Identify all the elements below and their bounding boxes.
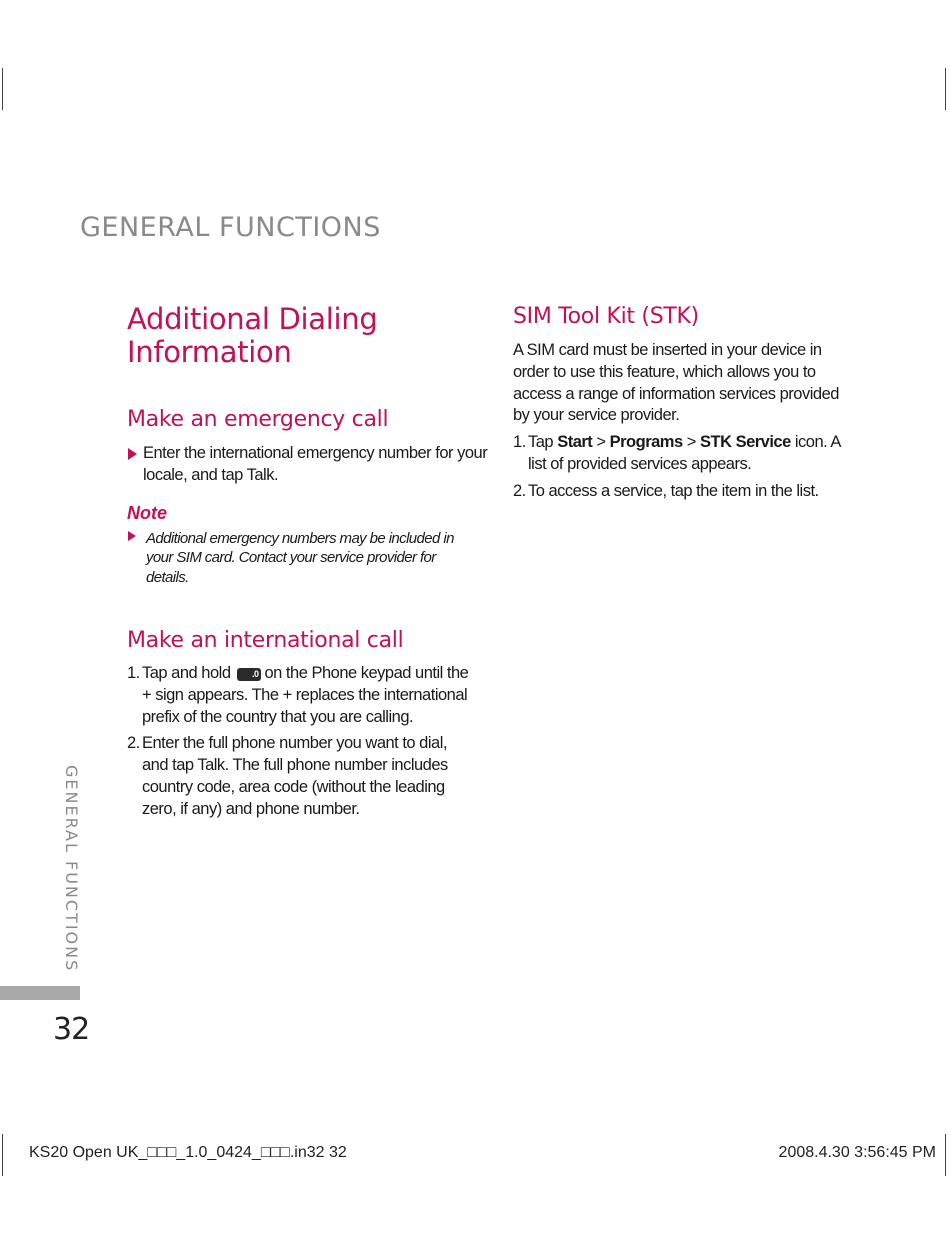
step2-text: To access a service, tap the item in the list. <box>528 481 819 500</box>
main-heading-line1: Additional Dialing <box>127 302 378 336</box>
note-bullet <box>127 529 456 588</box>
step-number: 1. <box>127 664 140 683</box>
step1-after-text: on the Phone keypad until the + sign appears. The + replaces the international prefix of the country that you are calling. <box>142 664 469 726</box>
stk-step-2 <box>513 481 858 503</box>
right-column <box>513 303 858 503</box>
stk-intro: A SIM card must be inserted in your device in order to use this feature, which allows you to access a range of information services provided by your service provider. <box>513 341 839 425</box>
emergency-bullet-text: Enter the international emergency number for your locale, and tap Talk. <box>143 444 488 484</box>
bullet-triangle-icon <box>128 531 136 541</box>
emergency-bullet <box>127 443 488 487</box>
left-column <box>127 302 488 821</box>
note-title: Note <box>127 502 167 523</box>
separator: > <box>596 433 606 452</box>
programs-label: Programs <box>609 433 683 452</box>
stk-service-label: STK Service <box>699 433 791 452</box>
start-label: Start <box>557 433 593 452</box>
stk-heading: SIM Tool Kit (STK) <box>513 304 699 329</box>
main-heading <box>127 303 477 369</box>
zero-key-icon: .0 <box>237 668 261 681</box>
step1-before-text: Tap and hold <box>142 664 231 683</box>
tap-word: Tap <box>528 433 554 452</box>
emergency-heading: Make an emergency call <box>127 407 389 432</box>
section-title: GENERAL FUNCTIONS <box>80 212 381 243</box>
crop-mark-bottom-right <box>945 1134 946 1176</box>
main-heading-line2: Information <box>127 335 292 369</box>
footer-timestamp: 2008.4.30 3:56:45 PM <box>778 1144 936 1161</box>
stk-step-1 <box>513 432 858 476</box>
crop-mark-top-right <box>945 68 946 110</box>
step-number: 1. <box>513 433 526 452</box>
bullet-triangle-icon <box>128 448 137 460</box>
step2-text: Enter the full phone number you want to dial, and tap Talk. The full phone number includes country code, area code (without the leading zero, if any) and phone number. <box>142 734 448 818</box>
crop-mark-top-left <box>2 68 3 110</box>
separator: > <box>686 433 696 452</box>
step-number: 2. <box>127 734 140 753</box>
page-number: 32 <box>53 1012 90 1047</box>
note-text: Additional emergency numbers may be included in your SIM card. Contact your service provider for details. <box>146 529 454 586</box>
footer-file-info: KS20 Open UK_□□□_1.0_0424_□□□.in32 32 <box>29 1144 347 1161</box>
step1-rest-text: icon. A list of provided services appears. <box>528 433 841 473</box>
crop-mark-bottom-left <box>2 1134 3 1176</box>
international-step-2 <box>127 733 477 820</box>
step-number: 2. <box>513 481 526 500</box>
international-heading: Make an international call <box>127 628 404 654</box>
international-step-1 <box>127 663 472 728</box>
side-tab-label: GENERAL FUNCTIONS <box>62 765 81 973</box>
page-tab-bar <box>0 986 80 1000</box>
